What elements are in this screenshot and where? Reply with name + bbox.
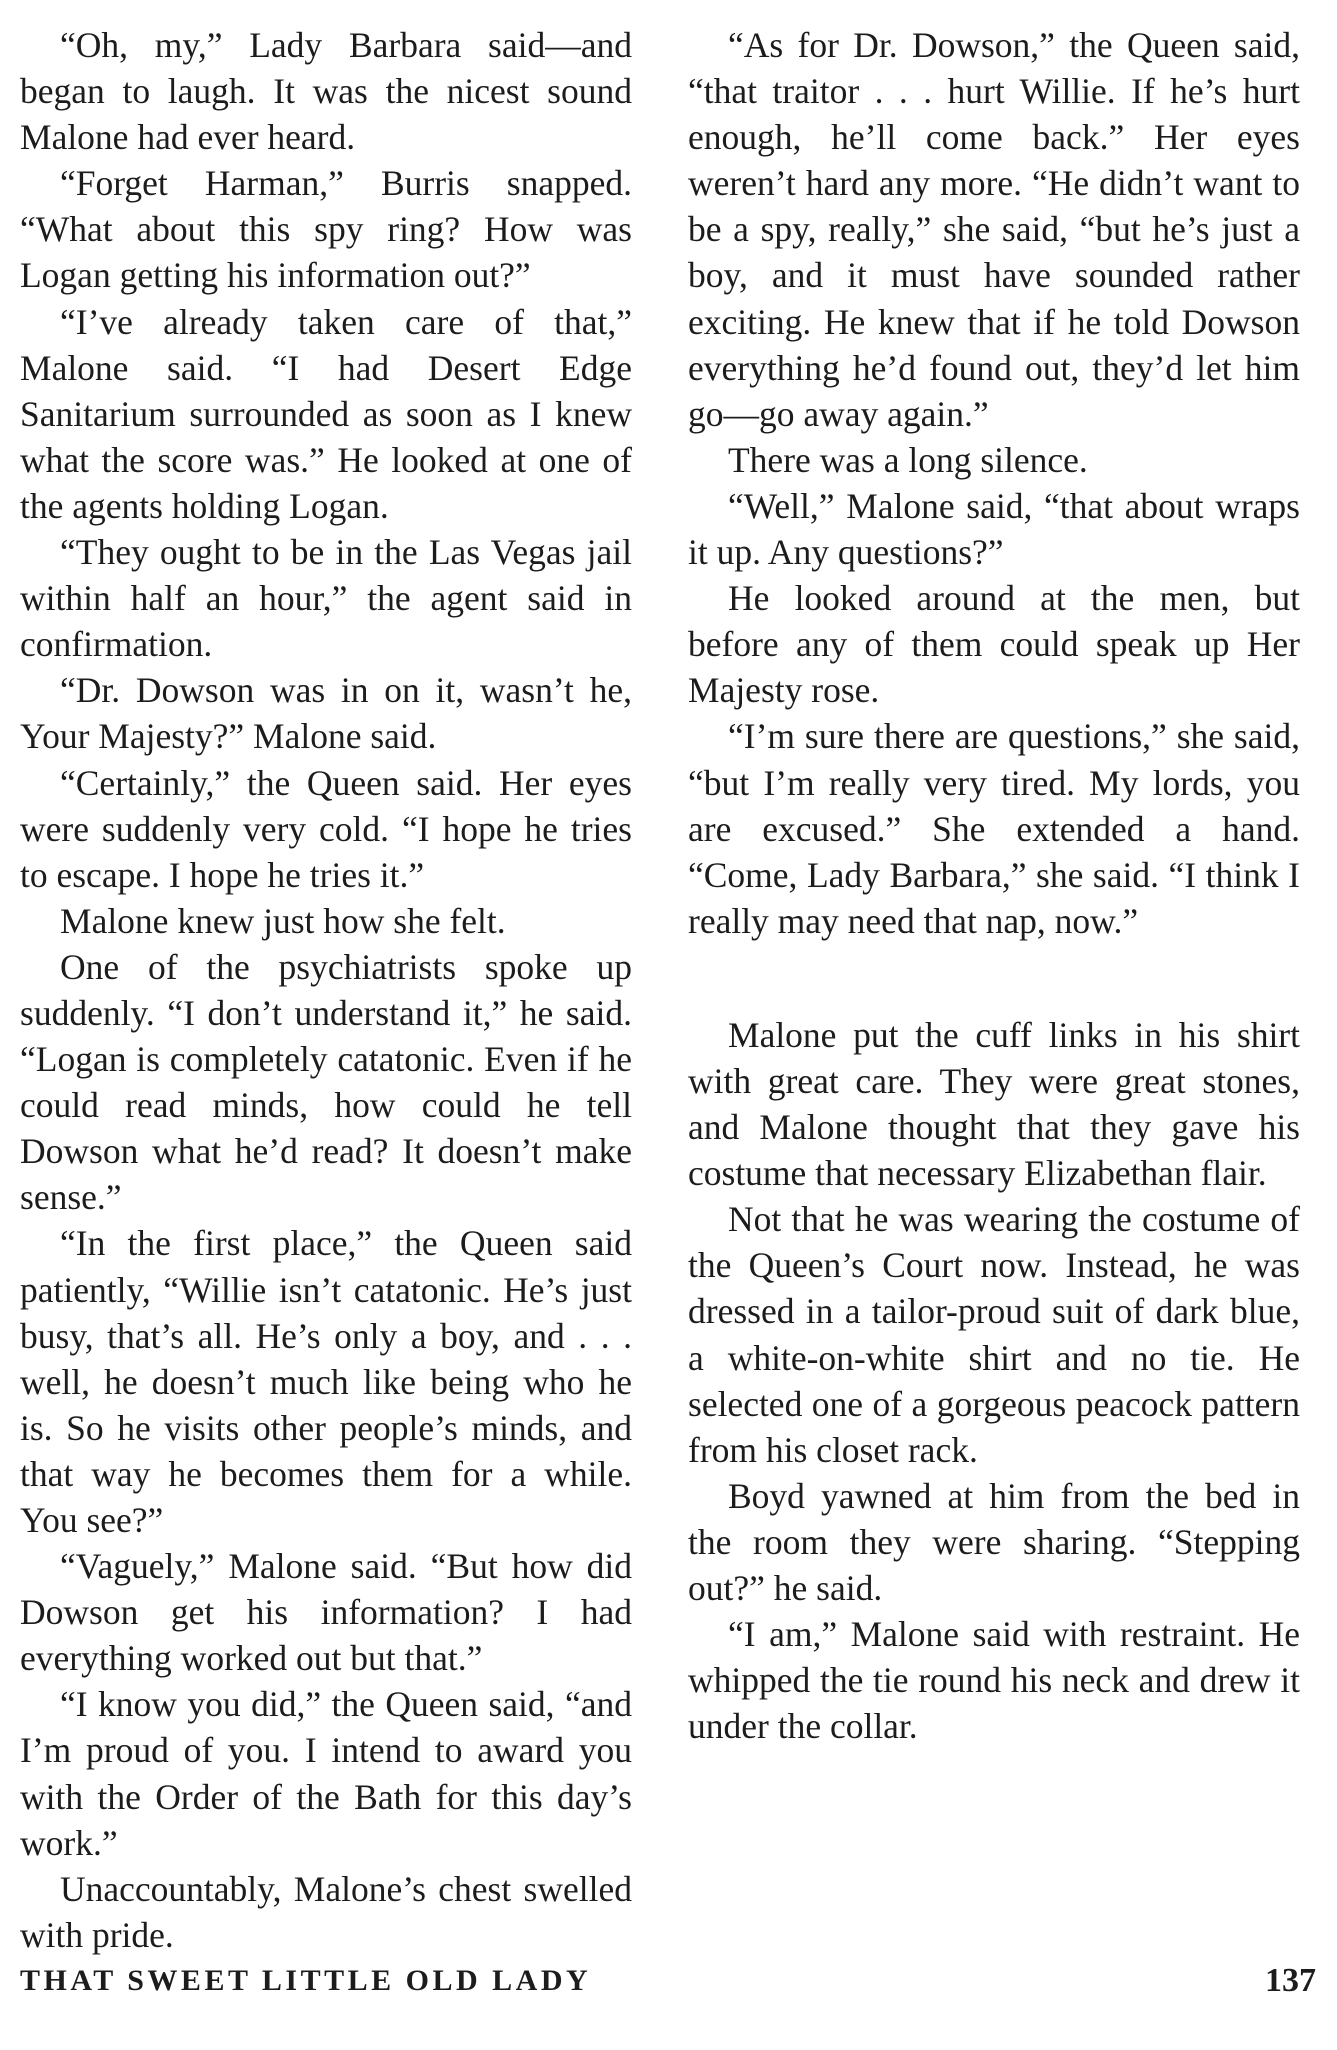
- paragraph: “I am,” Malone said with restraint. He whipped the tie round his neck and drew it under the collar.: [688, 1614, 1300, 1747]
- page-footer: [20, 1964, 1316, 2014]
- paragraph: There was a long silence.: [728, 439, 1088, 480]
- page-number: 137: [1265, 1962, 1316, 1999]
- paragraph: “As for Dr. Dowson,” the Queen said, “that traitor . . . hurt Willie. If he’s hurt enough, he’ll come back.” Her eyes weren’t hard any more. “He didn’t want to be a spy, really,” she said, “but he’s just a boy, and it must have sounded rather exciting. He knew that if he told Dowson everything he’d found out, they’d let him go—go away again.”: [688, 25, 1300, 434]
- paragraph: “I’ve already taken care of that,” Malone said. “I had Desert Edge Sanitarium surrounded as soon as I knew what the score was.” He looked at one of the agents holding Logan.: [20, 301, 632, 526]
- paragraph: “I know you did,” the Queen said, “and I’m proud of you. I intend to award you with the Order of the Bath for this day’s work.”: [20, 1684, 632, 1863]
- paragraph: “Dr. Dowson was in on it, wasn’t he, Your Majesty?” Malone said.: [20, 670, 632, 757]
- paragraph: Malone knew just how she felt.: [60, 900, 506, 941]
- paragraph: “Oh, my,” Lady Barbara said—and began to laugh. It was the nicest sound Malone had ever heard.: [20, 25, 632, 158]
- paragraph: Not that he was wearing the costume of the Queen’s Court now. Instead, he was dressed in a tailor-proud suit of dark blue, a white-on-white shirt and no tie. He selected one of a gorgeous peacock pattern from his closet rack.: [688, 1199, 1300, 1470]
- paragraph: Unaccountably, Malone’s chest swelled with pride.: [20, 1868, 632, 1955]
- paragraph-after-scene-break: Malone put the cuff links in his shirt with great care. They were great stones, and Malone thought that they gave his costume that necessary Elizabethan flair.: [688, 1014, 1300, 1194]
- paragraph: “Certainly,” the Queen said. Her eyes were suddenly very cold. “I hope he tries to escape. I hope he tries it.”: [20, 762, 632, 895]
- paragraph: “Vaguely,” Malone said. “But how did Dowson get his information? I had everything worked out but that.”: [20, 1546, 632, 1679]
- paragraph: Boyd yawned at him from the bed in the room they were sharing. “Stepping out?” he said.: [688, 1475, 1300, 1608]
- left-column: [20, 22, 632, 1958]
- right-column: [688, 22, 1300, 1749]
- paragraph: One of the psychiatrists spoke up suddenly. “I don’t understand it,” he said. “Logan is completely catatonic. Even if he could read minds, how could he tell Dowson what he’d read? It doesn’t make sense.”: [20, 946, 632, 1218]
- paragraph: “Forget Harman,” Burris snapped. “What about this spy ring? How was Logan getting his information out?”: [20, 163, 632, 296]
- paragraph: “In the first place,” the Queen said patiently, “Willie isn’t catatonic. He’s just busy, that’s all. He’s only a boy, and . . . well, he doesn’t much like being who he is. So he visits other people’s minds, and that way he becomes them for a while. You see?”: [20, 1223, 632, 1540]
- paragraph: “They ought to be in the Las Vegas jail within half an hour,” the agent said in confirmation.: [20, 532, 632, 665]
- paragraph: “I’m sure there are questions,” she said, “but I’m really very tired. My lords, you are excused.” She extended a hand. “Come, Lady Barbara,” she said. “I think I really may need that nap, now.”: [688, 716, 1300, 941]
- book-page: [20, 22, 1316, 2032]
- running-title: THAT SWEET LITTLE OLD LADY: [20, 1964, 592, 1997]
- paragraph: “Well,” Malone said, “that about wraps it up. Any questions?”: [688, 485, 1300, 573]
- paragraph: He looked around at the men, but before any of them could speak up Her Majesty rose.: [688, 578, 1300, 711]
